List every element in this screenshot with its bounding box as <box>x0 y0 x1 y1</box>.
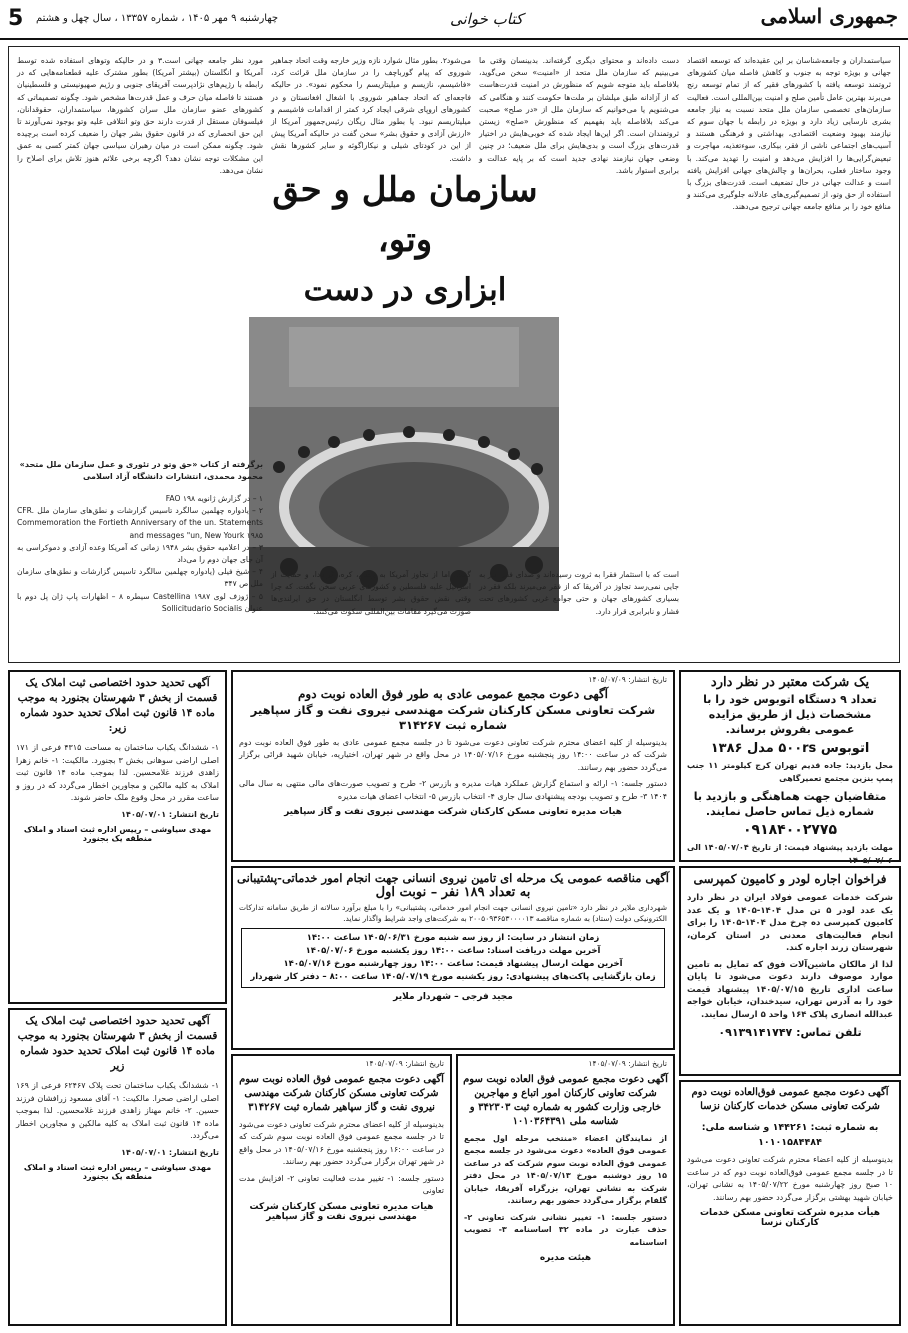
ad-bus-model: اتوبوس ۵۰۰rs مدل ۱۳۸۶ <box>710 741 870 756</box>
ad-oilgas-ordinary <box>231 670 675 862</box>
ad-housing-title: آگهی دعوت مجمع عمومی فوق‌العاده نوبت دوم شرکت تعاونی مسکن خدمات کارکنان نزسا <box>691 1087 889 1112</box>
ad-tender-signature: مجید فرجی – شهردار ملایر <box>393 992 513 1002</box>
article-column-2: دست داده‌اند و محتوای دیگری گرفته‌اند. بدبینسان وقتی ما می‌بینیم که سازمان ملل متحد از «امنیت» سخن می‌گوید، بلافاصله باید متوجه شویم که منظورش در امنیت قدرت‌هاست که از آزادانه طبق میلشان بر ملت‌ها حکومت کنند و هنگامی که می‌شنویم یا می‌خوانیم که سازمان ملل از «در صلح» صحبت می‌کند بلافاصله باید بفهمیم که منظورش «صلح» زیستن ثروتمندان است. اگر این‌ها ایجاد شده که خوبی‌هایش در اختیار قدرت‌های بزرگ است و بدی‌هایش برای ملل ضعیف؛ در چنین وضعی جهان نیازمند نهادی جدید است که بر پایه عدالت و برابری استوار باشد. <box>479 56 679 175</box>
ad-tender-schedule <box>241 928 665 988</box>
section-title: کتاب خوانی <box>450 10 523 28</box>
ad-oilgas2-title: آگهی دعوت مجمع عمومی فوق العاده نوبت سوم شرکت تعاونی مسکن کارکنان شرکت مهندسی نیروی نفت و گاز سپاهیر شماره ثبت ۳۱۴۲۶۷ <box>239 1073 444 1113</box>
ad-bus-title: یک شرکت معتبر در نظر دارد <box>710 675 870 690</box>
ad-oilgas2-agenda: دستور جلسه: ۱- تغییر مدت فعالیت تعاونی ۲- افزایش مدت تعاونی <box>239 1173 444 1195</box>
main-article <box>8 46 900 663</box>
ad-oilgas-extraordinary <box>231 1054 452 1326</box>
ad-oilgas2-date: تاریخ انتشار: ۱۴۰۵/۰۷/۰۹ <box>365 1059 444 1068</box>
ad-oilgas2-body: بدینوسیله از کلیه اعضای محترم شرکت تعاونی دعوت می‌شود تا در جلسه مجمع عمومی فوق العاده نوبت سوم شرکت که در ساعت ۱۶:۰۰ روز پنجشنبه مورخ ۱۴۰۵/۰۷/۱۶ در محل واقع در شهر تهران برگزار می‌گردد حضور بهم رسانند. <box>239 1119 445 1166</box>
tender-doc-deadline: آخرین مهلت دریافت اسناد: ساعت ۱۴:۰۰ روز یکشنبه مورخ ۱۴۰۵/۰۷/۰۶ <box>305 946 601 956</box>
article-column-1: سیاستمداران و جامعه‌شناسان بر این عقیده‌اند که توسعه اقتصاد جهانی و بویژه توجه به جنوب و کاهش فاصله میان کشورهای ثروتمند توسعه یافته با کشورهای فقیر که از تمام توسعه رنج می‌برند بهترین عامل تأمین صلح و امنیت بین‌المللی است. فعالیت سازمان‌های تخصصی سازمان ملل متحد نسبت به نیاز جامعه بشری نارسایی زیاد دارد و بویژه در رابطه با جهان سوم که نیازمند بهبود وضعیت اقتصادی، بهداشتی و فرهنگی هستند و آسیب‌های اجتماعی ناشی از فقر، بیکاری، سوءتغذیه، مهاجرت و تبعیض‌گرایی‌ها را افزایش می‌دهد و امنیت را تهدید می‌کند. با وجود ساختار فعلی، بحران‌ها و چالش‌های جهانی افزایش یافته است و عدالت جهانی در حال تضعیف است. قدرت‌های بزرگ با استفاده از حق وتو، از تصمیم‌گیری‌های عادلانه جلوگیری می‌کنند و منافع خود را بر منافع جامعه جهانی ترجیح می‌دهند. <box>687 56 891 212</box>
ad-migrants-date: تاریخ انتشار: ۱۴۰۵/۰۷/۰۹ <box>588 1059 667 1068</box>
tender-opening-time: زمان بازگشایی پاکت‌های پیشنهادی: روز یکشنبه مورخ ۱۴۰۵/۰۷/۱۹ ساعت ۸:۰۰ – دفتر کار شهردار <box>250 972 656 982</box>
ad-tender-title: آگهی مناقصه عمومی یک مرحله ای تامین نیروی انسانی جهت انجام امور خدماتی-پشتیبانی <box>237 871 669 885</box>
ad-oilgas1-title-2: شرکت تعاونی مسکن کارکنان شرکت مهندسی نیروی نفت و گاز سپاهیر شماره ثبت ۳۱۴۲۶۷ <box>250 702 656 732</box>
ad-bus-deadline: مهلت بازدید پیشنهاد قیمت: از تاریخ ۱۴۰۵/۰۷/۰۴ الی ۱۴۰۵/۰۷/۰۶ <box>687 843 894 865</box>
tender-publish-time: زمان انتشار در سایت: از روز سه شنبه مورخ ۱۴۰۵/۰۶/۳۱ ساعت ۱۴:۰۰ <box>306 933 600 943</box>
article-footer-col-1: است که با استثمار فقرا به ثروت رسیده‌اند و صدای فقرا نیز به جایی نمی‌رسد تجاوز در آفریقا که از فقر می‌میرند بلکه فقر در بسیاری کشورهای جهان و حتی جوامع غربی کشورهای تحت فشار و نابرابری قرار دارد. <box>479 570 679 616</box>
ad-land-registration-1 <box>8 670 227 1004</box>
headline-line-2: ابزاری در دست <box>303 272 507 308</box>
ad-bus-auction <box>679 670 901 865</box>
ad-land1-body: ۱- ششدانگ یکباب ساختمان به مساحت ۴۳۱۵ فرعی از ۱۷۱ اصلی اراضی سوهانی بخش ۳ بجنورد. مالکیت: ۱- خانم زهرا زاهدی فرزند غلامحسین. لذا بموجب ماده ۱۴ قانون ثبت املاک به کلیه مالکین و مجاورین اخطار می‌گردد که در روز و ساعت مقرر در محل وقوع ملک حاضر شوند. <box>16 743 220 802</box>
ad-migrants-body: از نمایندگان اعضاء «منتخب مرحله اول مجمع عمومی فوق العاده» دعوت می‌شود در جلسه مجمع عمومی فوق العاده نوبت سوم شرکت که در ساعت ۱۵ روز دوشنبه مورخ ۱۴۰۵/۰۷/۱۳ در محل دفتر شرکت به نشانی تهران، بزرگراه آفریقا، خیابان گلفام برگزار می‌گردد حضور بهم رسانند. <box>464 1133 668 1205</box>
ad-oilgas1-agenda: دستور جلسه: ۱- ارائه و استماع گزارش عملکرد هیات مدیره و بازرس ۲- طرح و تصویب صورت‌های مالی منتهی به سال مالی ۱۴۰۴ ۳- طرح و تصویب بودجه پیشنهادی سال جاری ۴- انتخاب بازرس ۵- انتخاب اعضای هیات مدیره <box>239 779 667 801</box>
ad-loader-body: شرکت خدمات عمومی فولاد ایران در نظر دارد یک عدد لودر ۵ تن مدل ۱۴۰۴-۱۴۰۵ و یک عدد کامیون کمپرسی ده چرخ مدل ۱۴۰۴-۱۴۰۵ را برای انجام فعالیت‌های معدنی در استان کرمان، شهرستان زرند اجاره کند. <box>687 893 893 953</box>
tender-bid-deadline: آخرین مهلت ارسال پیشنهاد قیمت: ساعت ۱۴:۰۰ روز چهارشنبه مورخ ۱۴۰۵/۰۷/۱۶ <box>283 959 623 969</box>
article-column-3: می‌شود۲. بطور مثال شوارد نازه وزیر خارجه وقت اتحاد جماهیر شوروی که پیام گورباچف را در سازمان ملل قرائت کرد، «فاشیسم، نازیسم و میلیتاریسم را محکوم نمود». در حالیکه فاجعه‌ای که اتحاد جماهیر شوروی با اشغال افغانستان و در کشورهای اروپای شرقی ایجاد کرد کمتر از اقدامات فاشیسم و میلیتاریسم نبود. یا بطور مثال ریگان رئیس‌جمهور آمریکا از «ارزش آزادی و حقوق بشر» سخن گفت در حالیکه آمریکا پیش از این در کودتای شیلی و نیکاراگوئه و سایر کشورها نقش داشت. <box>271 56 471 163</box>
article-footer-col-2: گفت، اما از تجاوز آمریکا به ویتنام، کره، گرانادا، و حمایت از اسرائیل علیه فلسطین و کشورهای عربی سخن نگفت. که چرا وقتی نقض حقوق بشر توسط انگلستان در حق ایرلندی‌ها صورت می‌گیرد مقامات بین‌المللی سکوت می‌کنند. <box>271 570 471 616</box>
ad-land1-date: تاریخ انتشار: ۱۴۰۵/۰۷/۰۱ <box>121 809 219 819</box>
ad-bus-phone: ۰۹۱۸۴۰۰۲۷۷۵ <box>743 822 837 838</box>
ad-oilgas1-title: آگهی دعوت مجمع عمومی عادی به طور فوق العاده نوبت دوم <box>298 686 608 701</box>
ad-loader-title: فراخوان اجاره لودر و کامیون کمپرسی <box>693 872 887 886</box>
ad-land1-signature: مهدی سیاوشی – رییس اداره ثبت اسناد و املاک منطقه یک بجنورد <box>23 825 212 843</box>
ad-land2-body: ۱- ششدانگ یکباب ساختمان تحت پلاک ۶۲۴۶۷ فرعی از ۱۶۹ اصلی اراضی صحرا. مالکیت: ۱- آقای مسعود زرافشان فرزند حسین. ۲- خانم مهناز زاهدی فرزند غلامحسین. لذا بموجب ماده ۱۴ قانون ثبت املاک به کلیه مالکین و مجاورین اخطار می‌گردد. <box>16 1081 219 1140</box>
ad-housing-signature: هیأت مدیره شرکت تعاونی مسکن خدمات کارکنان نزسا <box>700 1208 880 1228</box>
ad-tender-body: شهرداری ملایر در نظر دارد «تامین نیروی انسانی جهت انجام امور خدماتی، پشتیبانی» را با مبلغ برآورد سالانه از طریق سامانه تدارکات الکترونیکی دولت (ستاد) به شماره مناقصه ۲۰۰۵۰۹۳۶۵۳۰۰۰۰۱۳ به شرکت‌های واجد شرایط واگذار نماید. <box>239 903 667 923</box>
newspaper-logo: جمهوری اسلامی <box>760 4 898 28</box>
ad-oilgas1-body: بدینوسیله از کلیه اعضای محترم شرکت تعاونی دعوت می‌شود تا در جلسه مجمع عمومی عادی به طور فوق العاده نوبت دوم شرکت که در ساعت ۱۴:۰۰ روز پنجشنبه مورخ ۱۴۰۵/۰۷/۱۶ در محل واقع در شهر تهران، اختیاریه، خیابان شهید قرائی برگزار می‌گردد حضور بهم رسانند. <box>239 737 668 772</box>
ad-housing-body: بدینوسیله از کلیه اعضاء محترم شرکت تعاونی دعوت می‌شود تا در جلسه مجمع عمومی فوق‌العاده نوبت دوم که در ساعت ۱۰ صبح روز چهارشنبه مورخ ۱۴۰۵/۰۷/۲۲ به نشانی تهران، خیابان شهید بهشتی برگزار می‌گردد حضور بهم رسانند. <box>687 1155 893 1202</box>
masthead <box>0 0 908 40</box>
ad-housing-reg: به شماره ثبت: ۱۴۴۲۶۱ و شناسه ملی: ۱۰۱۰۱۵۸۴۴۸۴ <box>701 1122 879 1148</box>
page-number: 5 <box>8 6 24 31</box>
ad-land2-title: آگهی تحدید حدود اختصاصی ثبت املاک یک قسمت از بخش ۳ شهرستان بجنورد به موجب ماده ۱۴ قانون ثبت املاک تحدید حدود شماره زیر <box>17 1015 218 1072</box>
article-references: ۱ – در گزارش ژانویه ۱۹۸ FAO ۲ – یادواره چهلمین سالگرد تاسیس گزارشات و نطق‌های سازمان ملل CFR. Commemoration the Fortieth Anniversary of the un. Statements and messages "un, New Yourk ۱۹۸۵ ۳ – در اعلامیه حقوق بشر ۱۹۴۸ زمانی که آمریکا وعده آزادی و دموکراسی به آن جای جهان دوم را می‌داد ۴ – شیخ فیلی (یادواره چهلمین سالگرد تاسیس گزارشات و نطق‌های سازمان ملل ص ۳۴۷ ۵ – ژوزف لوی Castellina ۱۹۸۷ سیطره ۸ – اظهارات پاپ ژان پل دوم با عنوان Sollicitudario Socialis <box>17 494 263 613</box>
ad-migrants-signature: هیئت مدیره <box>539 1253 592 1263</box>
ad-oilgas1-signature: هیات مدیره تعاونی مسکن کارکنان شرکت مهندسی نیروی نفت و گاز سپاهیر <box>284 807 622 817</box>
article-headline <box>249 165 561 308</box>
ad-land1-title: آگهی تحدید حدود اختصاصی ثبت املاک یک قسمت از بخش ۳ شهرستان بجنورد به موجب ماده ۱۴ قانون ثبت املاک تحدید حدود شماره زیر: <box>17 677 218 734</box>
ad-bus-location: محل بازدید: جاده قدیم تهران کرج کیلومتر ۱۱ جنب پمپ بنزین مجتمع تعمیرگاهی <box>687 761 893 783</box>
ad-loader-phone: تلفن تماس: ۰۹۱۳۹۱۴۱۷۴۷ <box>718 1026 862 1039</box>
ad-oilgas2-signature: هیات مدیره تعاونی مسکن کارکنان شرکت مهندسی نیروی نفت و گاز سپاهیر <box>249 1201 434 1222</box>
un-security-council-photo <box>249 317 559 611</box>
ad-loader-body-2: لذا از مالکان ماشین‌آلات فوق که تمایل به تامین موارد موصوف دارند دعوت می‌شود تا پایان ساعت اداری تاریخ ۱۴۰۵/۰۷/۱۵ پیشنهاد قیمت خود را به آدرس تهران، سیدخندان، خیابان خواجه عبدالله انصاری پلاک ۱۶۴ واحد ۵ ارسال نمایند. <box>687 959 893 1020</box>
ad-tender-title-2: به تعداد ۱۸۹ نفر – نوبت اول <box>375 885 531 900</box>
ad-migrants-agenda: دستور جلسه: ۱- تغییر نشانی شرکت تعاونی ۲- حذف عبارت در ماده ۳۲ اساسنامه ۳- تصویب اساسنامه <box>464 1212 668 1247</box>
ad-bus-contact: متقاضیان جهت هماهنگی و بازدید با شماره ذیل تماس حاصل نمایند. <box>693 790 887 818</box>
issue-date: چهارشنبه ۹ مهر ۱۴۰۵ ، شماره ۱۳۳۵۷ ، سال چهل و هشتم <box>36 13 279 24</box>
ad-oilgas1-date: تاریخ انتشار: ۱۴۰۵/۰۷/۰۹ <box>588 675 667 684</box>
ad-migrants-coop <box>456 1054 675 1326</box>
article-source: برگرفته از کتاب «حق وتو در تئوری و عمل سازمان ملل متحد» محمود محمدی، انتشارات دانشگاه آزاد اسلامی <box>19 460 263 482</box>
headline-line-1: سازمان ملل و حق وتو، <box>272 170 538 260</box>
ad-loader-rental <box>679 866 901 1076</box>
ad-land2-signature: مهدی سیاوشی – رییس اداره ثبت اسناد و املاک منطقه یک بجنورد <box>23 1163 212 1181</box>
ad-staffing-tender <box>231 866 675 1050</box>
ad-migrants-title: آگهی دعوت مجمع عمومی فوق العاده نوبت سوم شرکت تعاونی کارکنان امور اتباع و مهاجرین خارجی وزارت کشور به شماره ثبت ۳۴۲۳۰۳ و شناسه ملی ۱۰۱۰۳۶۴۳۹۱ <box>463 1073 668 1127</box>
ad-bus-body: تعداد ۹ دستگاه اتوبوس خود را با مشخصات ذیل از طریق مزایده عمومی بفروش برساند. <box>703 693 877 736</box>
council-chamber-illustration <box>249 317 559 611</box>
ad-housing-coop <box>679 1080 901 1326</box>
ad-land2-date: تاریخ انتشار: ۱۴۰۵/۰۷/۰۱ <box>121 1147 219 1157</box>
article-column-4: مورد نظر جامعه جهانی است.۳ و در حالیکه وتوهای استفاده شده توسط آمریکا و انگلستان (بیشتر آمریکا) بطور مشترک علیه قطعنامه‌هایی که در رابطه با رژیم‌های نژادپرست آفریقای جنوبی و رژیم صهیونیستی و فلسطینیان هستند تا فاصله میان حرف و عمل قدرت‌ها مشخص شود. چگونه تصمیماتی که کشورهای عضو سازمان ملل سران کشورها، سیاستمداران، حقوقدانان، فیلسوفان مستقل از قدرت دارند حق وتو انتلافی علیه وتو بوجود نمی‌آورند تا این حق انحصاری که در قانون حقوق بشر جهان را ضعیف کرده است برچیده شود. چگونه ممکن است در میان رهبران سیاسی جهان کمتر کسی به عمق این مشکلات توجه نشان دهد؟ اگرچه برخی علائم هنوز تلاش برای اصلاح را نشان می‌دهد. <box>17 56 263 175</box>
ad-land-registration-2 <box>8 1008 227 1326</box>
